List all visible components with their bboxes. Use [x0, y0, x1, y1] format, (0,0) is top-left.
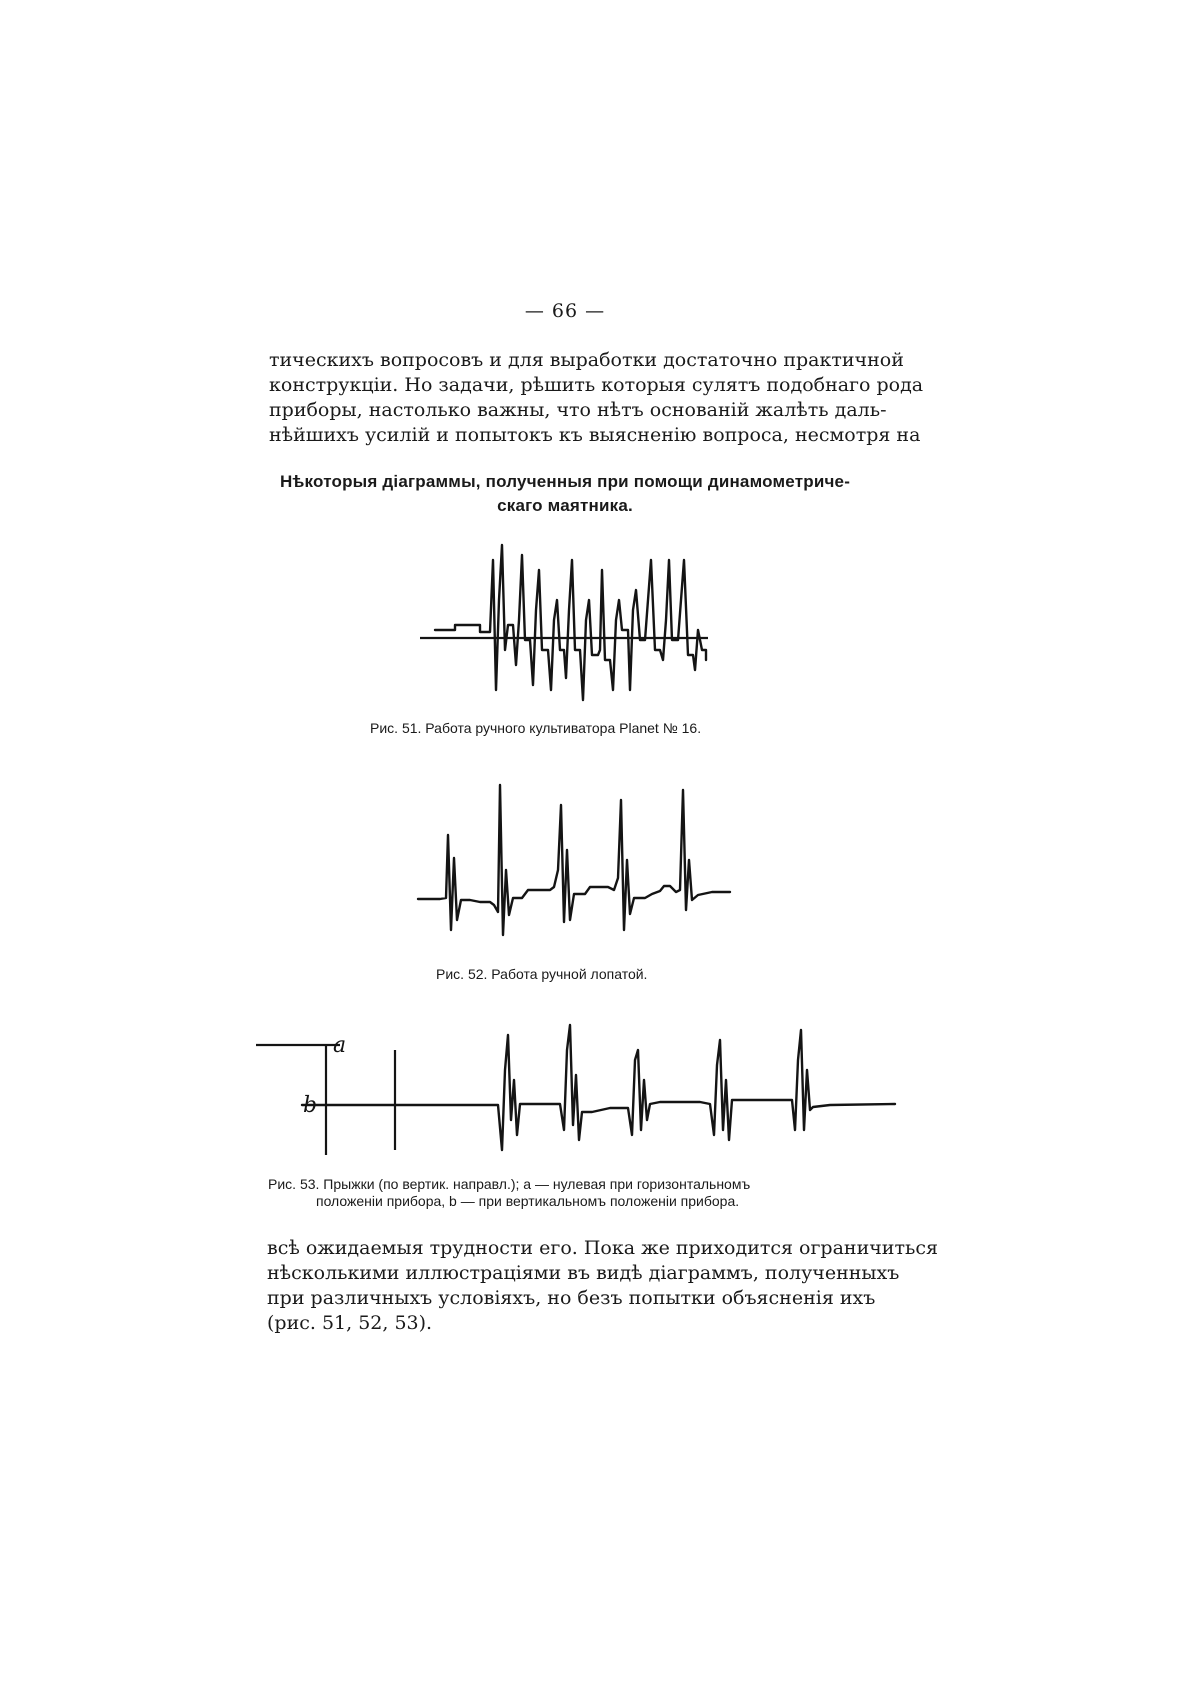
fig53-label-a: a	[333, 1033, 347, 1058]
paragraph-line: конструкціи. Но задачи, рѣшить которыя сулятъ подобнаго рода	[269, 374, 924, 396]
fig51-trace	[435, 545, 706, 700]
page-number: — 66 —	[524, 300, 606, 322]
paragraph-line: при различныхъ условіяхъ, но безъ попытки объясненія ихъ	[267, 1287, 876, 1309]
figure-51-diagram	[420, 545, 708, 700]
paragraph-bottom	[267, 1236, 938, 1336]
paragraph-line: нѣсколькими иллюстраціями въ видѣ діаграммъ, полученныхъ	[267, 1262, 900, 1284]
figure-52-caption: Рис. 52. Работа ручной лопатой.	[436, 966, 648, 982]
paragraph-line: нѣйшихъ усилій и попытокъ къ выясненію вопроса, несмотря на	[269, 424, 921, 446]
heading-line: Нѣкоторыя діаграммы, полученныя при помощи динамометриче-	[279, 472, 851, 491]
fig53-label-b: b	[303, 1093, 318, 1118]
figure-53-diagram	[256, 1025, 895, 1155]
figure-52-diagram	[418, 785, 730, 935]
paragraph-line: всѣ ожидаемыя трудности его. Пока же приходится ограничиться	[267, 1237, 938, 1259]
figure-53-caption	[268, 1176, 868, 1210]
figure-51-caption: Рис. 51. Работа ручного культиватора Planet № 16.	[370, 720, 702, 736]
paragraph-line: тическихъ вопросовъ и для выработки достаточно практичной	[269, 349, 904, 371]
fig53-trace	[302, 1025, 895, 1150]
paragraph-line: приборы, настолько важны, что нѣтъ основаній жалѣть даль-	[269, 399, 887, 421]
heading-line: скаго маятника.	[497, 496, 633, 515]
caption-line: положеніи прибора, b — при вертикальномъ положеніи прибора.	[316, 1193, 740, 1209]
paragraph-line: (рис. 51, 52, 53).	[267, 1312, 433, 1334]
fig52-trace	[418, 785, 730, 935]
caption-line: Рис. 53. Прыжки (по вертик. направл.); a — нулевая при горизонтальномъ	[268, 1176, 751, 1192]
